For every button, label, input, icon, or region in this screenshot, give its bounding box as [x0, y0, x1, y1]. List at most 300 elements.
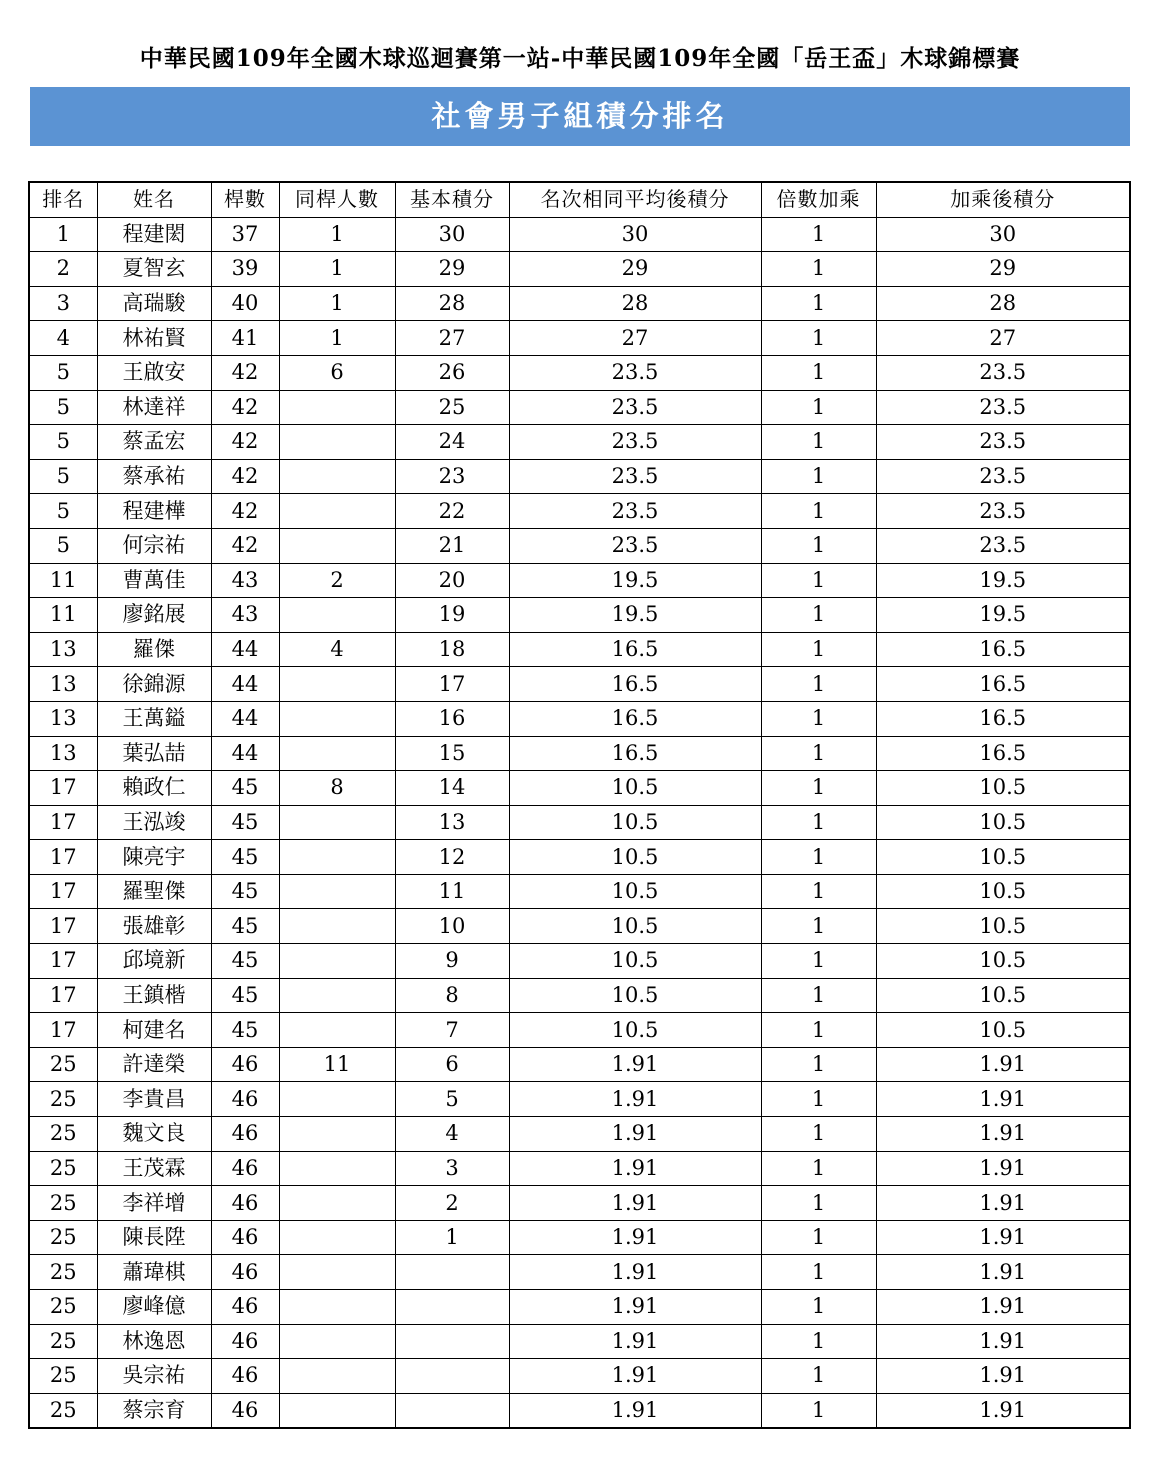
cell-strokes: 46	[211, 1255, 279, 1290]
cell-base-points: 11	[395, 874, 509, 909]
cell-strokes: 40	[211, 286, 279, 321]
cell-final-points: 10.5	[876, 771, 1130, 806]
cell-strokes: 46	[211, 1151, 279, 1186]
cell-name: 蔡承祐	[97, 459, 211, 494]
cell-multiplier: 1	[761, 840, 876, 875]
table-row	[29, 1117, 1130, 1152]
table-row	[29, 736, 1130, 771]
document-title: 中華民國109年全國木球巡迴賽第一站-中華民國109年全國「岳王盃」木球錦標賽	[139, 45, 1021, 72]
cell-base-points: 18	[395, 632, 509, 667]
cell-name: 魏文良	[97, 1117, 211, 1152]
cell-multiplier: 1	[761, 563, 876, 598]
cell-strokes: 46	[211, 1047, 279, 1082]
cell-strokes: 42	[211, 528, 279, 563]
cell-strokes: 45	[211, 874, 279, 909]
table-row	[29, 944, 1130, 979]
table-row	[29, 1359, 1130, 1394]
cell-name: 邱境新	[97, 944, 211, 979]
cell-final-points: 10.5	[876, 874, 1130, 909]
cell-tie-count	[279, 1117, 395, 1152]
cell-multiplier: 1	[761, 459, 876, 494]
cell-name: 程建閎	[97, 217, 211, 252]
cell-strokes: 46	[211, 1082, 279, 1117]
cell-avg-points: 30	[509, 217, 761, 252]
cell-name: 王萬鎰	[97, 701, 211, 736]
table-row	[29, 805, 1130, 840]
cell-avg-points: 10.5	[509, 874, 761, 909]
cell-final-points: 23.5	[876, 390, 1130, 425]
cell-name: 賴政仁	[97, 771, 211, 806]
cell-rank: 17	[29, 978, 97, 1013]
cell-name: 夏智玄	[97, 252, 211, 287]
cell-base-points: 15	[395, 736, 509, 771]
cell-multiplier: 1	[761, 1359, 876, 1394]
table-row	[29, 978, 1130, 1013]
cell-strokes: 43	[211, 598, 279, 633]
cell-multiplier: 1	[761, 425, 876, 460]
cell-rank: 2	[29, 252, 97, 287]
cell-multiplier: 1	[761, 909, 876, 944]
cell-tie-count	[279, 459, 395, 494]
cell-final-points: 10.5	[876, 909, 1130, 944]
cell-multiplier: 1	[761, 632, 876, 667]
cell-rank: 25	[29, 1290, 97, 1325]
cell-avg-points: 23.5	[509, 425, 761, 460]
cell-tie-count	[279, 1359, 395, 1394]
cell-name: 程建樺	[97, 494, 211, 529]
cell-tie-count	[279, 840, 395, 875]
cell-multiplier: 1	[761, 390, 876, 425]
cell-tie-count: 6	[279, 355, 395, 390]
cell-name: 林祐賢	[97, 321, 211, 356]
table-row	[29, 1324, 1130, 1359]
cell-name: 蕭瑋棋	[97, 1255, 211, 1290]
cell-avg-points: 19.5	[509, 598, 761, 633]
cell-avg-points: 23.5	[509, 355, 761, 390]
cell-base-points: 8	[395, 978, 509, 1013]
cell-name: 曹萬佳	[97, 563, 211, 598]
cell-name: 陳長陞	[97, 1220, 211, 1255]
cell-final-points: 1.91	[876, 1220, 1130, 1255]
cell-multiplier: 1	[761, 355, 876, 390]
cell-multiplier: 1	[761, 667, 876, 702]
cell-tie-count: 1	[279, 286, 395, 321]
cell-base-points: 4	[395, 1117, 509, 1152]
table-row	[29, 771, 1130, 806]
cell-base-points: 9	[395, 944, 509, 979]
table-row	[29, 1220, 1130, 1255]
cell-rank: 17	[29, 944, 97, 979]
cell-multiplier: 1	[761, 1013, 876, 1048]
cell-final-points: 19.5	[876, 563, 1130, 598]
cell-name: 柯建名	[97, 1013, 211, 1048]
cell-base-points: 12	[395, 840, 509, 875]
cell-avg-points: 1.91	[509, 1047, 761, 1082]
cell-avg-points: 28	[509, 286, 761, 321]
cell-final-points: 16.5	[876, 667, 1130, 702]
cell-final-points: 1.91	[876, 1324, 1130, 1359]
cell-strokes: 46	[211, 1290, 279, 1325]
cell-base-points: 21	[395, 528, 509, 563]
cell-strokes: 45	[211, 978, 279, 1013]
cell-final-points: 1.91	[876, 1359, 1130, 1394]
column-header-multiplier: 倍數加乘	[761, 182, 876, 217]
cell-rank: 25	[29, 1359, 97, 1394]
cell-multiplier: 1	[761, 1255, 876, 1290]
cell-name: 陳亮宇	[97, 840, 211, 875]
cell-final-points: 10.5	[876, 978, 1130, 1013]
cell-strokes: 42	[211, 425, 279, 460]
cell-name: 張雄彰	[97, 909, 211, 944]
cell-rank: 17	[29, 1013, 97, 1048]
cell-strokes: 44	[211, 667, 279, 702]
cell-base-points: 28	[395, 286, 509, 321]
cell-tie-count	[279, 805, 395, 840]
table-row	[29, 1186, 1130, 1221]
cell-avg-points: 19.5	[509, 563, 761, 598]
cell-multiplier: 1	[761, 771, 876, 806]
cell-strokes: 46	[211, 1359, 279, 1394]
cell-rank: 13	[29, 736, 97, 771]
table-row	[29, 874, 1130, 909]
cell-final-points: 10.5	[876, 1013, 1130, 1048]
cell-base-points: 30	[395, 217, 509, 252]
cell-tie-count	[279, 494, 395, 529]
cell-avg-points: 1.91	[509, 1324, 761, 1359]
cell-multiplier: 1	[761, 1220, 876, 1255]
column-header-rank: 排名	[29, 182, 97, 217]
cell-avg-points: 23.5	[509, 390, 761, 425]
cell-avg-points: 10.5	[509, 840, 761, 875]
cell-final-points: 1.91	[876, 1117, 1130, 1152]
cell-tie-count	[279, 1151, 395, 1186]
cell-rank: 3	[29, 286, 97, 321]
cell-tie-count: 8	[279, 771, 395, 806]
table-row	[29, 667, 1130, 702]
cell-multiplier: 1	[761, 1290, 876, 1325]
cell-name: 廖銘展	[97, 598, 211, 633]
table-row	[29, 1151, 1130, 1186]
cell-tie-count	[279, 1393, 395, 1428]
cell-rank: 1	[29, 217, 97, 252]
cell-tie-count: 1	[279, 217, 395, 252]
cell-base-points: 24	[395, 425, 509, 460]
cell-tie-count	[279, 425, 395, 460]
section-banner: 社會男子組積分排名	[30, 87, 1130, 146]
cell-multiplier: 1	[761, 1186, 876, 1221]
cell-avg-points: 10.5	[509, 805, 761, 840]
cell-name: 徐錦源	[97, 667, 211, 702]
table-row	[29, 425, 1130, 460]
table-row	[29, 909, 1130, 944]
cell-base-points: 13	[395, 805, 509, 840]
cell-tie-count	[279, 390, 395, 425]
cell-multiplier: 1	[761, 978, 876, 1013]
cell-avg-points: 16.5	[509, 701, 761, 736]
cell-final-points: 16.5	[876, 736, 1130, 771]
table-row	[29, 355, 1130, 390]
cell-tie-count	[279, 701, 395, 736]
cell-rank: 13	[29, 701, 97, 736]
cell-avg-points: 29	[509, 252, 761, 287]
cell-multiplier: 1	[761, 736, 876, 771]
cell-multiplier: 1	[761, 286, 876, 321]
table-row	[29, 1082, 1130, 1117]
column-header-name: 姓名	[97, 182, 211, 217]
cell-final-points: 1.91	[876, 1393, 1130, 1428]
cell-name: 廖峰億	[97, 1290, 211, 1325]
table-row	[29, 632, 1130, 667]
table-row	[29, 1290, 1130, 1325]
cell-name: 高瑞駿	[97, 286, 211, 321]
cell-name: 王茂霖	[97, 1151, 211, 1186]
cell-base-points: 7	[395, 1013, 509, 1048]
cell-base-points: 25	[395, 390, 509, 425]
cell-base-points	[395, 1255, 509, 1290]
cell-rank: 25	[29, 1220, 97, 1255]
cell-tie-count	[279, 528, 395, 563]
cell-tie-count: 1	[279, 321, 395, 356]
cell-tie-count	[279, 1186, 395, 1221]
cell-base-points: 29	[395, 252, 509, 287]
cell-base-points: 2	[395, 1186, 509, 1221]
cell-strokes: 45	[211, 771, 279, 806]
cell-strokes: 46	[211, 1117, 279, 1152]
cell-rank: 5	[29, 459, 97, 494]
cell-strokes: 42	[211, 494, 279, 529]
cell-final-points: 1.91	[876, 1255, 1130, 1290]
cell-strokes: 45	[211, 805, 279, 840]
cell-final-points: 23.5	[876, 528, 1130, 563]
cell-base-points	[395, 1290, 509, 1325]
cell-tie-count	[279, 1324, 395, 1359]
cell-tie-count	[279, 1082, 395, 1117]
cell-final-points: 30	[876, 217, 1130, 252]
cell-multiplier: 1	[761, 217, 876, 252]
cell-multiplier: 1	[761, 494, 876, 529]
cell-tie-count: 1	[279, 252, 395, 287]
table-row	[29, 390, 1130, 425]
table-row	[29, 1393, 1130, 1428]
cell-rank: 25	[29, 1324, 97, 1359]
cell-base-points: 3	[395, 1151, 509, 1186]
cell-avg-points: 1.91	[509, 1117, 761, 1152]
cell-strokes: 41	[211, 321, 279, 356]
cell-strokes: 42	[211, 459, 279, 494]
cell-final-points: 29	[876, 252, 1130, 287]
table-row	[29, 840, 1130, 875]
cell-rank: 25	[29, 1117, 97, 1152]
cell-tie-count	[279, 1220, 395, 1255]
cell-final-points: 10.5	[876, 840, 1130, 875]
cell-final-points: 16.5	[876, 701, 1130, 736]
cell-final-points: 1.91	[876, 1082, 1130, 1117]
cell-rank: 5	[29, 355, 97, 390]
cell-final-points: 23.5	[876, 425, 1130, 460]
cell-tie-count	[279, 978, 395, 1013]
cell-strokes: 37	[211, 217, 279, 252]
cell-multiplier: 1	[761, 1393, 876, 1428]
cell-name: 王啟安	[97, 355, 211, 390]
cell-rank: 5	[29, 425, 97, 460]
cell-multiplier: 1	[761, 1117, 876, 1152]
cell-name: 李祥增	[97, 1186, 211, 1221]
cell-strokes: 45	[211, 909, 279, 944]
column-header-tie-count: 同桿人數	[279, 182, 395, 217]
cell-rank: 5	[29, 390, 97, 425]
cell-final-points: 23.5	[876, 494, 1130, 529]
cell-final-points: 27	[876, 321, 1130, 356]
cell-final-points: 10.5	[876, 805, 1130, 840]
column-header-strokes: 桿數	[211, 182, 279, 217]
cell-avg-points: 1.91	[509, 1359, 761, 1394]
table-row	[29, 252, 1130, 287]
cell-avg-points: 27	[509, 321, 761, 356]
cell-multiplier: 1	[761, 701, 876, 736]
cell-rank: 25	[29, 1047, 97, 1082]
cell-avg-points: 10.5	[509, 944, 761, 979]
cell-rank: 17	[29, 874, 97, 909]
cell-name: 葉弘喆	[97, 736, 211, 771]
cell-strokes: 43	[211, 563, 279, 598]
cell-name: 林逸恩	[97, 1324, 211, 1359]
table-row	[29, 598, 1130, 633]
cell-final-points: 1.91	[876, 1047, 1130, 1082]
cell-strokes: 45	[211, 840, 279, 875]
cell-multiplier: 1	[761, 1324, 876, 1359]
cell-final-points: 1.91	[876, 1151, 1130, 1186]
cell-strokes: 39	[211, 252, 279, 287]
cell-name: 羅聖傑	[97, 874, 211, 909]
cell-strokes: 44	[211, 736, 279, 771]
column-header-avg-points: 名次相同平均後積分	[509, 182, 761, 217]
cell-final-points: 23.5	[876, 459, 1130, 494]
cell-strokes: 42	[211, 355, 279, 390]
cell-multiplier: 1	[761, 1082, 876, 1117]
cell-tie-count	[279, 736, 395, 771]
cell-base-points: 27	[395, 321, 509, 356]
table-row	[29, 217, 1130, 252]
cell-final-points: 1.91	[876, 1186, 1130, 1221]
cell-strokes: 46	[211, 1393, 279, 1428]
cell-base-points: 6	[395, 1047, 509, 1082]
cell-tie-count	[279, 1013, 395, 1048]
cell-base-points: 5	[395, 1082, 509, 1117]
cell-base-points	[395, 1393, 509, 1428]
cell-tie-count	[279, 944, 395, 979]
cell-base-points: 26	[395, 355, 509, 390]
cell-avg-points: 16.5	[509, 667, 761, 702]
cell-name: 李貴昌	[97, 1082, 211, 1117]
cell-rank: 5	[29, 494, 97, 529]
table-row	[29, 528, 1130, 563]
cell-final-points: 16.5	[876, 632, 1130, 667]
cell-rank: 25	[29, 1186, 97, 1221]
cell-rank: 25	[29, 1082, 97, 1117]
cell-base-points: 10	[395, 909, 509, 944]
cell-final-points: 1.91	[876, 1290, 1130, 1325]
cell-multiplier: 1	[761, 252, 876, 287]
cell-avg-points: 1.91	[509, 1255, 761, 1290]
cell-strokes: 44	[211, 701, 279, 736]
cell-avg-points: 1.91	[509, 1151, 761, 1186]
header-row	[29, 182, 1130, 217]
cell-tie-count	[279, 909, 395, 944]
cell-rank: 5	[29, 528, 97, 563]
cell-tie-count	[279, 1255, 395, 1290]
ranking-table	[28, 181, 1131, 1429]
cell-name: 蔡宗育	[97, 1393, 211, 1428]
cell-avg-points: 1.91	[509, 1290, 761, 1325]
cell-name: 羅傑	[97, 632, 211, 667]
cell-base-points: 14	[395, 771, 509, 806]
cell-avg-points: 1.91	[509, 1393, 761, 1428]
cell-rank: 25	[29, 1255, 97, 1290]
cell-strokes: 46	[211, 1186, 279, 1221]
cell-final-points: 10.5	[876, 944, 1130, 979]
cell-base-points	[395, 1359, 509, 1394]
table-row	[29, 459, 1130, 494]
cell-name: 吳宗祐	[97, 1359, 211, 1394]
cell-avg-points: 23.5	[509, 459, 761, 494]
table-row	[29, 286, 1130, 321]
cell-strokes: 45	[211, 944, 279, 979]
table-row	[29, 1255, 1130, 1290]
cell-multiplier: 1	[761, 805, 876, 840]
cell-base-points: 19	[395, 598, 509, 633]
cell-tie-count: 4	[279, 632, 395, 667]
cell-rank: 4	[29, 321, 97, 356]
cell-name: 何宗祐	[97, 528, 211, 563]
cell-tie-count: 2	[279, 563, 395, 598]
cell-avg-points: 23.5	[509, 528, 761, 563]
column-header-base-points: 基本積分	[395, 182, 509, 217]
cell-tie-count	[279, 598, 395, 633]
cell-avg-points: 10.5	[509, 771, 761, 806]
cell-avg-points: 1.91	[509, 1220, 761, 1255]
cell-rank: 17	[29, 840, 97, 875]
cell-base-points: 22	[395, 494, 509, 529]
cell-multiplier: 1	[761, 1047, 876, 1082]
table-row	[29, 563, 1130, 598]
cell-final-points: 23.5	[876, 355, 1130, 390]
cell-rank: 11	[29, 563, 97, 598]
cell-rank: 17	[29, 909, 97, 944]
cell-base-points: 23	[395, 459, 509, 494]
cell-name: 林達祥	[97, 390, 211, 425]
cell-tie-count: 11	[279, 1047, 395, 1082]
table-row	[29, 494, 1130, 529]
cell-base-points	[395, 1324, 509, 1359]
cell-multiplier: 1	[761, 321, 876, 356]
cell-rank: 17	[29, 805, 97, 840]
column-header-final-points: 加乘後積分	[876, 182, 1130, 217]
cell-final-points: 28	[876, 286, 1130, 321]
cell-avg-points: 1.91	[509, 1186, 761, 1221]
cell-name: 蔡孟宏	[97, 425, 211, 460]
cell-avg-points: 1.91	[509, 1082, 761, 1117]
cell-base-points: 20	[395, 563, 509, 598]
cell-avg-points: 10.5	[509, 978, 761, 1013]
cell-multiplier: 1	[761, 1151, 876, 1186]
cell-strokes: 42	[211, 390, 279, 425]
cell-strokes: 44	[211, 632, 279, 667]
cell-avg-points: 10.5	[509, 1013, 761, 1048]
cell-avg-points: 16.5	[509, 736, 761, 771]
cell-tie-count	[279, 667, 395, 702]
table-body	[29, 217, 1130, 1428]
cell-avg-points: 10.5	[509, 909, 761, 944]
